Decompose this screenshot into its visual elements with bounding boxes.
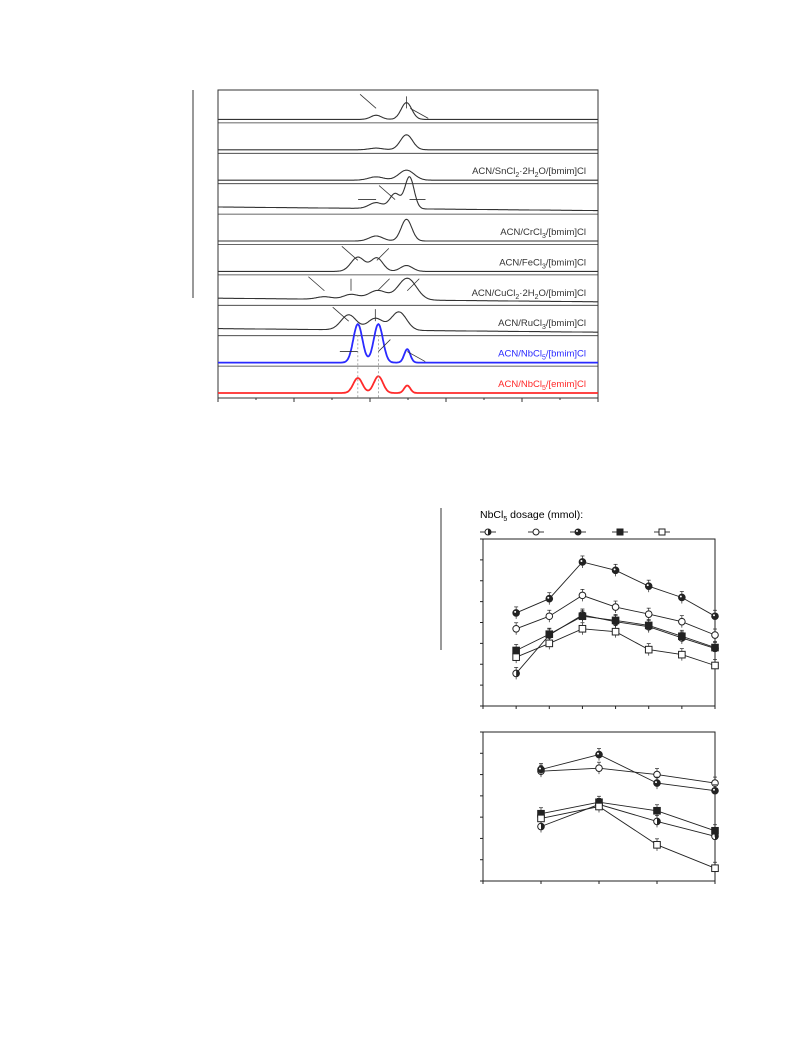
marker-highlight: [580, 560, 582, 562]
marker-highlight: [713, 614, 715, 616]
series-label: ACN/FeCl$_3$/[bmim]Cl: [499, 257, 586, 271]
marker-open-square: [546, 640, 553, 647]
marker-open-circle: [579, 592, 586, 599]
marker-open-square: [513, 654, 520, 661]
marker-open-square: [579, 625, 586, 632]
marker-filled-circle: [712, 613, 719, 620]
marker-filled-circle: [575, 529, 581, 535]
marker-highlight: [614, 568, 616, 570]
marker-open-square: [596, 803, 603, 810]
marker-open-square: [679, 651, 686, 658]
marker-filled-square: [712, 644, 719, 651]
series-label: ACN/$SnCl_2\cdot 2H_2O/[bmim]Cl$: [472, 166, 586, 180]
marker-filled-circle: [645, 583, 652, 590]
series-label: ACN/NbCl$_5$/[bmim]Cl: [498, 348, 586, 362]
marker-filled-square: [645, 622, 652, 629]
marker-highlight: [514, 611, 516, 613]
marker-filled-circle: [513, 610, 520, 617]
series-label: ACN/$CuCl_2\cdot 2H_2O/[bmim]Cl$: [471, 287, 586, 301]
marker-open-square: [654, 842, 661, 849]
marker-filled-square: [617, 529, 623, 535]
marker-filled-circle: [612, 567, 619, 574]
series-line: [541, 755, 715, 791]
marker-open-square: [538, 815, 545, 822]
series-line: [541, 804, 715, 836]
marker-filled-square: [654, 807, 661, 814]
marker-open-square: [659, 529, 665, 535]
marker-filled-circle: [679, 594, 686, 601]
marker-open-circle: [645, 611, 652, 618]
marker-filled-square: [546, 631, 553, 638]
marker-filled-circle: [654, 780, 661, 787]
marker-open-circle: [679, 618, 686, 625]
marker-highlight: [680, 595, 682, 597]
marker-filled-circle: [712, 787, 719, 794]
marker-filled-circle: [596, 751, 603, 758]
marker-highlight: [539, 767, 541, 769]
marker-open-circle: [612, 604, 619, 611]
series-line: [541, 768, 715, 783]
marker-open-circle: [546, 613, 553, 620]
marker-highlight: [647, 584, 649, 586]
marker-filled-square: [679, 633, 686, 640]
marker-highlight: [655, 781, 657, 783]
marker-open-square: [612, 628, 619, 635]
legend-title: NbCl$_5$ dosage (mmol):: [480, 509, 584, 523]
marker-filled-square: [712, 827, 719, 834]
marker-highlight: [597, 753, 599, 755]
marker-open-circle: [513, 625, 520, 632]
marker-open-circle: [596, 765, 603, 772]
series-label: ACN/RuCl$_3$/[bmim]Cl: [498, 318, 586, 332]
marker-open-square: [645, 646, 652, 653]
marker-filled-square: [612, 617, 619, 624]
marker-filled-circle: [579, 559, 586, 566]
marker-highlight: [576, 530, 578, 532]
marker-open-square: [712, 865, 719, 872]
marker-open-circle: [712, 632, 719, 639]
marker-open-circle: [533, 529, 539, 535]
marker-highlight: [547, 597, 549, 599]
marker-filled-square: [579, 613, 586, 620]
series-label: ACN/NbCl$_5$/[emim]Cl: [498, 379, 586, 392]
marker-open-square: [712, 662, 719, 669]
series-line: [541, 807, 715, 869]
marker-highlight: [713, 789, 715, 791]
marker-filled-circle: [538, 766, 545, 773]
series-label: ACN/CrCl$_3$/[bmim]Cl: [500, 227, 586, 240]
marker-filled-circle: [546, 595, 553, 602]
